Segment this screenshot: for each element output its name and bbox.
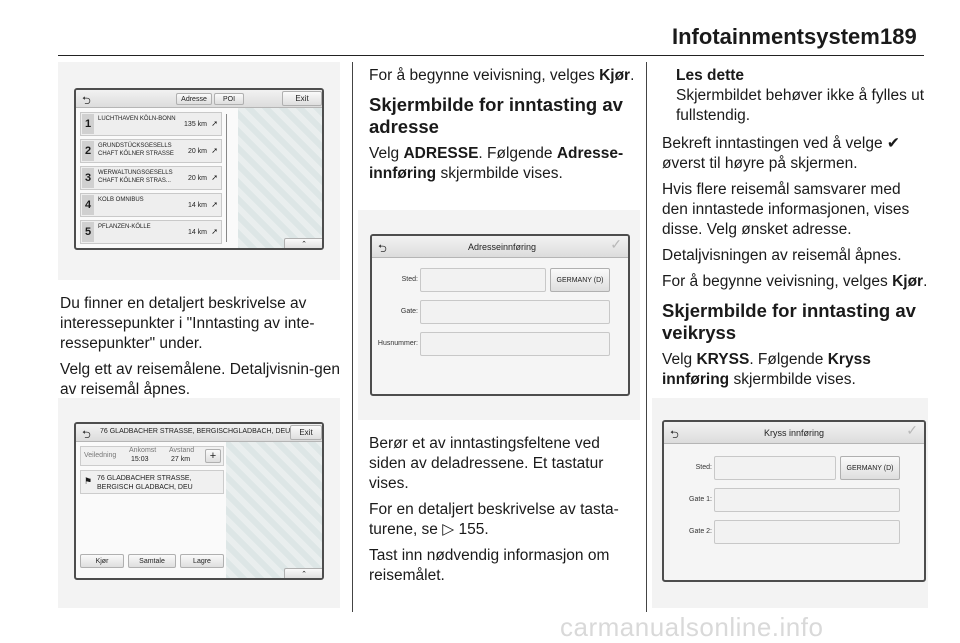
address-screen bbox=[370, 234, 630, 396]
text-span: . Følgende bbox=[749, 351, 824, 368]
col1-text bbox=[60, 294, 346, 406]
direction-arrow-icon: ➚ bbox=[211, 227, 218, 236]
exit-button[interactable]: Exit bbox=[282, 91, 322, 106]
detail-screen bbox=[74, 422, 324, 580]
country-button[interactable]: GERMANY (D) bbox=[840, 456, 900, 480]
text-span: . Følgende bbox=[478, 145, 553, 162]
destination-address: 76 GLADBACHER STRASSE, BERGISCH GLADBACH, DEU bbox=[97, 475, 193, 491]
map-area bbox=[226, 442, 324, 580]
poi-list-item[interactable] bbox=[80, 193, 222, 217]
item-distance: 14 km bbox=[187, 229, 207, 236]
item-distance: 135 km bbox=[184, 121, 207, 128]
paragraph: Detaljvisningen av reisemål åpnes. bbox=[662, 247, 902, 264]
address-topbar bbox=[372, 236, 628, 258]
paragraph: Berør et av inntastingsfeltene ved siden av deladressene. Et tastatur vises. bbox=[369, 435, 604, 492]
confirm-check-icon[interactable]: ✓ bbox=[610, 236, 622, 252]
note-text: Skjermbildet behøver ikke å fylles ut fullstendig. bbox=[676, 87, 925, 124]
poi-list-item[interactable] bbox=[80, 220, 222, 244]
field-label: Gate 2: bbox=[689, 528, 712, 535]
arrival-value: 15:03 bbox=[131, 456, 149, 463]
drive-button[interactable]: Kjør bbox=[80, 554, 124, 568]
poi-screen bbox=[74, 88, 324, 250]
paragraph: Bekreft inntastingen ved å velge ✔ øverst til høyre på skjermen. bbox=[662, 135, 900, 172]
text-span: skjermbilde vises. bbox=[733, 371, 856, 388]
detail-screenshot-frame bbox=[58, 398, 340, 608]
col3-text bbox=[662, 66, 928, 396]
collapse-button[interactable]: ⌃ bbox=[284, 238, 324, 250]
header-rule bbox=[58, 55, 924, 56]
section-heading: Skjermbilde for inntasting av adresse bbox=[369, 94, 623, 137]
collapse-button[interactable]: ⌃ bbox=[284, 568, 324, 580]
field-label: Husnummer: bbox=[377, 340, 418, 347]
poi-list-item[interactable] bbox=[80, 112, 222, 136]
item-number: 3 bbox=[82, 168, 94, 188]
field-label: Sted: bbox=[401, 276, 418, 283]
city-field[interactable] bbox=[714, 456, 836, 480]
paragraph: For å begynne veivisning, velges Kjør. bbox=[369, 67, 635, 84]
exit-button[interactable]: Exit bbox=[290, 425, 322, 440]
item-name: PFLANZEN-KÖLLE bbox=[98, 224, 151, 230]
text-span: For en detaljert beskrivelse av tasta-turene, se bbox=[369, 501, 619, 538]
confirm-check-icon[interactable]: ✓ bbox=[906, 422, 918, 438]
direction-arrow-icon: ➚ bbox=[211, 146, 218, 155]
item-name: KOLB OMNIBUS bbox=[98, 197, 144, 203]
text-span: For å begynne veivisning, velges bbox=[662, 273, 888, 290]
item-number: 1 bbox=[82, 114, 94, 134]
tab-address[interactable]: Adresse bbox=[176, 93, 212, 105]
page-title: Infotainmentsystem bbox=[672, 24, 880, 49]
junction-topbar bbox=[664, 422, 924, 444]
tab-poi[interactable]: POI bbox=[214, 93, 244, 105]
distance-label: Avstand bbox=[169, 447, 195, 454]
country-button[interactable]: GERMANY (D) bbox=[550, 268, 610, 292]
destination-row[interactable] bbox=[80, 470, 224, 494]
junction-screenshot-frame bbox=[652, 398, 928, 608]
house-number-field[interactable] bbox=[420, 332, 610, 356]
item-name: WERWALTUNGSGESELLS CHAFT KÖLNER STRAS... bbox=[98, 170, 173, 184]
street1-field[interactable] bbox=[714, 488, 900, 512]
text-span: For å begynne veivisning, velges bbox=[369, 67, 595, 84]
column-divider bbox=[352, 62, 353, 612]
column-divider bbox=[646, 62, 647, 612]
item-name: GRUNDSTÜCKSGESELLS CHAFT KÖLNER STRASSE bbox=[98, 143, 174, 157]
back-icon[interactable]: ⮌ bbox=[670, 429, 679, 441]
text-bold: ADRESSE bbox=[403, 145, 479, 162]
paragraph bbox=[662, 350, 928, 390]
back-icon[interactable]: ⮌ bbox=[82, 95, 91, 107]
item-number: 4 bbox=[82, 195, 94, 215]
text-bold: Adresse-innføring bbox=[369, 145, 624, 182]
text-span: Velg bbox=[662, 351, 693, 368]
scrollbar[interactable] bbox=[226, 114, 231, 242]
city-field[interactable] bbox=[420, 268, 546, 292]
paragraph: Hvis flere reisemål samsvarer med den inntastede informasjonen, vises disse. Velg ønsket adresse. bbox=[662, 181, 910, 238]
junction-title: Kryss innføring bbox=[764, 428, 825, 438]
street2-field[interactable] bbox=[714, 520, 900, 544]
paragraph: For å begynne veivisning, velges Kjør. bbox=[662, 273, 928, 290]
street-field[interactable] bbox=[420, 300, 610, 324]
paragraph: Tast inn nødvendig informasjon om reisemålet. bbox=[369, 547, 610, 584]
back-icon[interactable]: ⮌ bbox=[82, 429, 91, 441]
poi-topbar bbox=[76, 90, 322, 108]
paragraph: Velg ett av reisemålene. Detaljvisnin-gen av reisemål åpnes. bbox=[60, 361, 341, 398]
back-icon[interactable]: ⮌ bbox=[378, 243, 387, 255]
paragraph: Du finner en detaljert beskrivelse av interessepunkter i "Inntasting av inte-ressepunkter" under. bbox=[60, 295, 315, 352]
text-bold: Kjør bbox=[892, 273, 924, 290]
direction-arrow-icon: ➚ bbox=[211, 173, 218, 182]
page-number: 189 bbox=[880, 24, 917, 49]
distance-value: 27 km bbox=[171, 456, 191, 463]
via-label: Veiledning bbox=[84, 452, 117, 459]
flag-icon: ⚑ bbox=[84, 476, 93, 486]
page-reference[interactable]: 155. bbox=[458, 521, 489, 538]
detail-topbar bbox=[76, 424, 322, 442]
item-number: 2 bbox=[82, 141, 94, 161]
text-bold: Kryss innføring bbox=[662, 351, 871, 388]
direction-arrow-icon: ➚ bbox=[211, 119, 218, 128]
address-screenshot-frame bbox=[358, 210, 640, 420]
note-title: Les dette bbox=[676, 67, 745, 84]
col2-text-top bbox=[369, 66, 637, 190]
text-bold: KRYSS bbox=[696, 351, 750, 368]
arrival-label: Ankomst bbox=[129, 447, 157, 454]
detail-title: 76 GLADBACHER STRASSE, BERGISCHGLADBACH, DEU bbox=[100, 428, 291, 435]
item-distance: 20 km bbox=[187, 148, 207, 155]
ref-arrow-icon: ▷ bbox=[442, 521, 455, 538]
item-number: 5 bbox=[82, 222, 94, 242]
junction-screen bbox=[662, 420, 926, 582]
item-name: LUCHTHAVEN KÖLN-BONN bbox=[98, 116, 176, 122]
save-button[interactable]: Lagre bbox=[180, 554, 224, 568]
section-heading: Skjermbilde for inntasting av veikryss bbox=[662, 300, 916, 343]
poi-list-item[interactable] bbox=[80, 139, 222, 163]
note-box bbox=[662, 66, 928, 126]
field-label: Gate: bbox=[400, 308, 418, 315]
paragraph bbox=[369, 500, 637, 540]
field-label: Sted: bbox=[695, 464, 712, 471]
text-span: Velg bbox=[369, 145, 400, 162]
text-span: skjermbilde vises. bbox=[440, 165, 563, 182]
add-waypoint-button[interactable]: + bbox=[205, 449, 221, 463]
call-button[interactable]: Samtale bbox=[128, 554, 176, 568]
address-title: Adresseinnføring bbox=[468, 242, 537, 252]
poi-list-item[interactable] bbox=[80, 166, 222, 190]
col2-text-bottom bbox=[369, 434, 637, 592]
direction-arrow-icon: ➚ bbox=[211, 200, 218, 209]
paragraph bbox=[369, 144, 637, 184]
text-bold: Kjør bbox=[599, 67, 631, 84]
watermark: carmanualsonline.info bbox=[560, 612, 824, 642]
field-label: Gate 1: bbox=[689, 496, 712, 503]
route-info bbox=[80, 446, 224, 466]
item-distance: 14 km bbox=[187, 202, 207, 209]
map-area bbox=[238, 108, 324, 250]
item-distance: 20 km bbox=[187, 175, 207, 182]
poi-screenshot-frame bbox=[58, 62, 340, 280]
